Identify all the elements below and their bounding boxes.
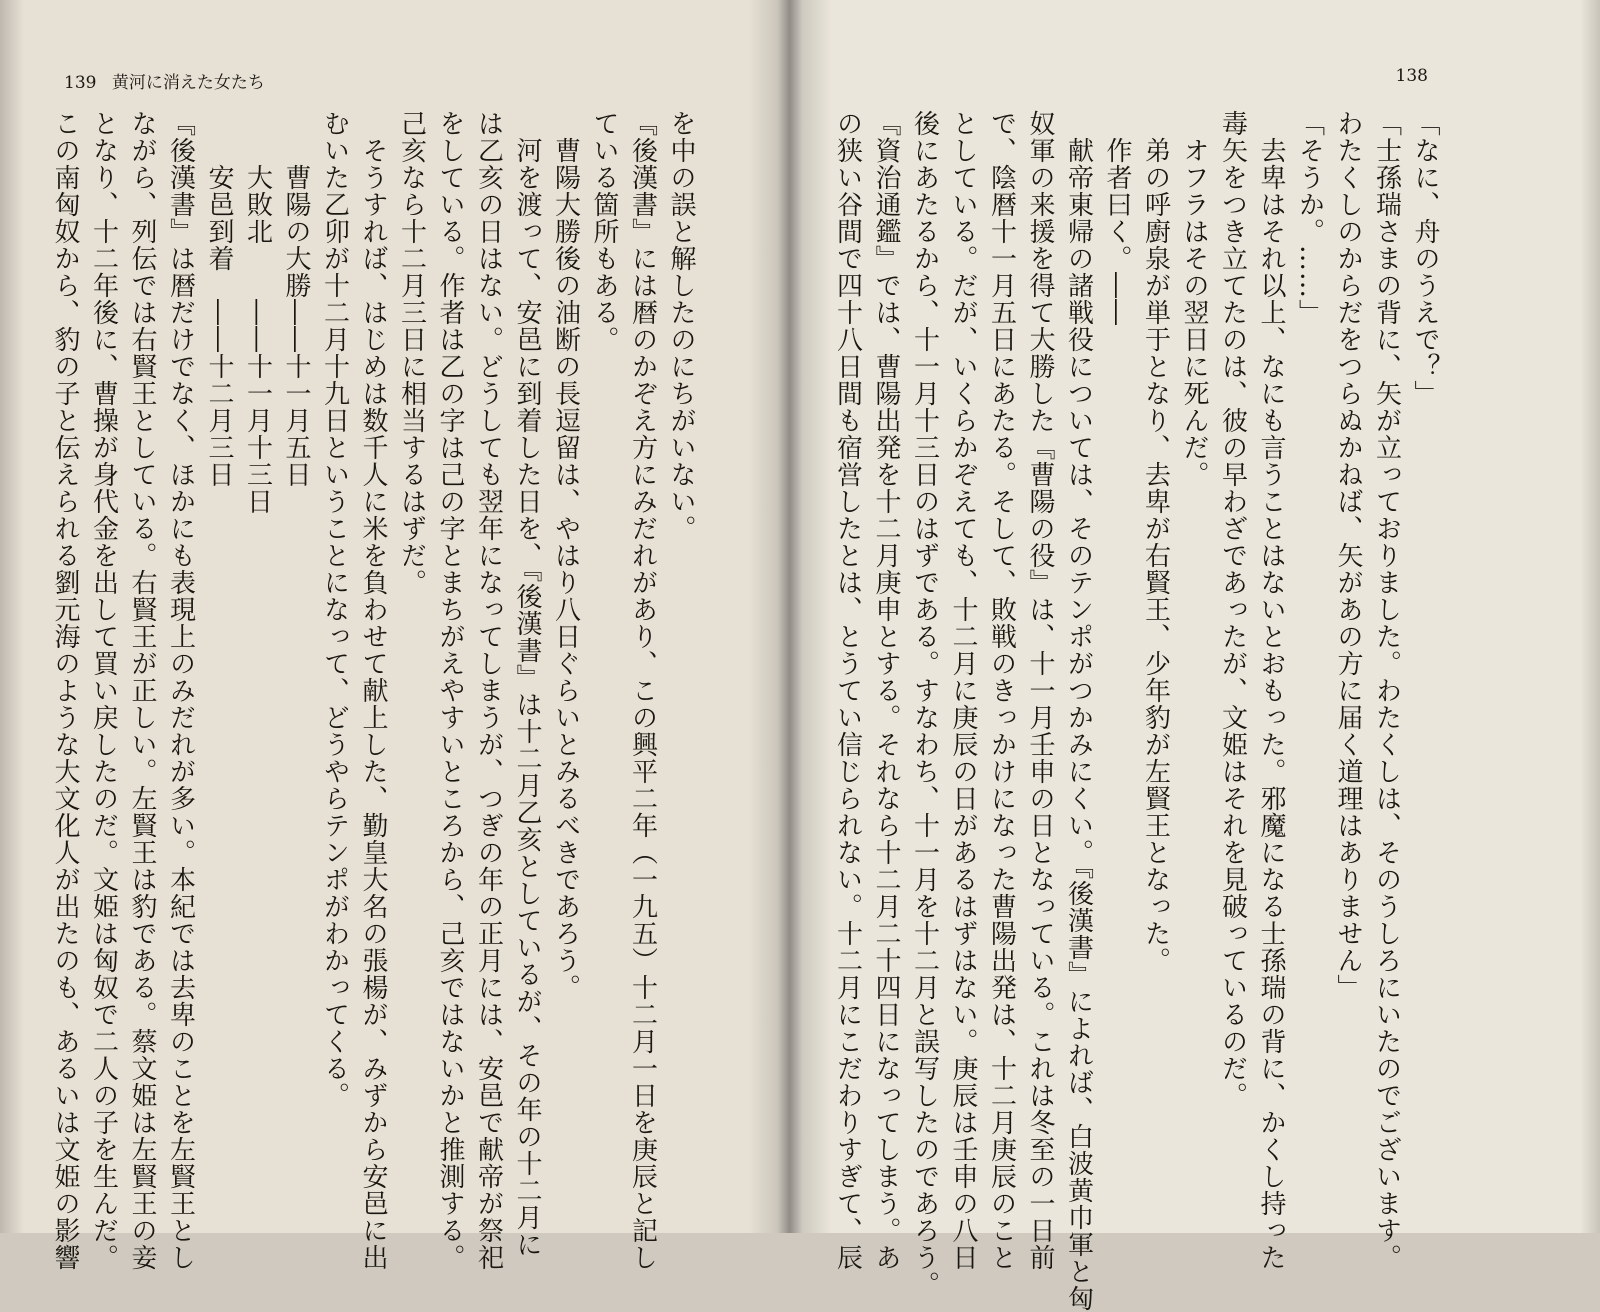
text-line: そうすれば、はじめは数千人に米を負わせて献上した、勤皇大名の張楊が、みずから安邑に出 [358,110,388,1271]
text-line: わたくしのからだをつらぬかねば、矢があの方に届く道理はありません」 [1333,110,1363,1001]
text-line: 『後漢書』は暦だけでなく、ほかにも表現上のみだれが多い。本紀では去卑のことを左賢王とし [165,110,196,1271]
text-line: で、陰暦十一月五日にあたる。そして、敗戦のきっかけになった曹陽出発は、十二月庚辰のこと [986,110,1017,1271]
text-line: むいた乙卯が十二月十九日ということになって、どうやらテンポがわかってくる。 [319,110,350,1109]
left-page-text [50,110,700,1271]
text-line: を中の誤と解したのにちがいない。 [666,110,696,542]
right-page-number: 138 [1395,66,1428,86]
text-line: 『資治通鑑』では、曹陽出発を十二月庚申とする。それなら十二月二十四日になってしまう。あ [871,110,901,1271]
text-line: の狭い谷間で四十八日間も宿営したとは、とうてい信じられない。十二月にこだわりすぎて、辰 [832,110,863,1271]
text-line: 去卑はそれ以上、なにも言うことはないとおもった。邪魔になる士孫瑞の背に、かくし持った [1256,110,1286,1271]
text-line: この南匈奴から、豹の子と伝えられる劉元海のような大文化人が出たのも、あるいは文姫の影響 [50,110,80,1271]
left-page [0,0,790,1271]
text-line: 作者曰く。―― [1102,110,1132,326]
timeline-line: 安邑到着 ――十二月三日 [204,110,234,488]
right-page-text [812,110,1444,1312]
timeline-line: 大敗北 ――十一月十三日 [242,110,273,515]
page-edge-shadow [0,0,24,1233]
left-page-number: 139 [64,73,97,93]
timeline-line: 曹陽の大勝――十一月五日 [281,110,311,488]
text-line: 曹陽大勝後の油断の長逗留は、やはり八日ぐらいとみるべきであろう。 [550,110,581,1001]
text-line: 献帝東帰の諸戦役については、そのテンポがつかみにくい。『後漢書』によれば、白波黄巾軍と匈 [1063,110,1094,1312]
text-line: ている箇所もある。 [589,110,619,353]
text-line: 河を渡って、安邑に到着した日を、『後漢書』は十二月乙亥としているが、その年の十二月に [512,110,542,1258]
text-line: は乙亥の日はない。どうしても翌年になってしまうが、つぎの年の正月には、安邑で献帝が祭祀 [473,110,504,1271]
text-line: となり、十二年後に、曹操が身代金を出して買い戻したのだ。文姫は匈奴で二人の子を生んだ。 [88,110,119,1271]
text-line: をしている。作者は乙の字は己の字とまちがえやすいところから、己亥ではないかと推測する。 [435,110,465,1271]
left-page-header [64,68,265,93]
text-line: 「なに、舟のうえで？」 [1410,110,1440,407]
text-line: 己亥なら十二月三日に相当するはずだ。 [396,110,427,596]
book-gutter [748,0,832,1233]
text-line: 後にあたるから、十一月十三日のはずである。すなわち、十一月を十二月と誤写したのであろう。 [909,110,940,1298]
text-line: 「そうか。……」 [1294,110,1325,326]
text-line: としている。だが、いくらかぞえても、十二月に庚辰の日があるはずはない。庚辰は壬申の八日 [948,110,978,1271]
text-line: 『後漢書』には暦のかぞえ方にみだれがあり、この興平二年（一九五）十二月一日を庚辰と記し [627,110,658,1271]
page-edge-shadow [1580,0,1600,1233]
running-title: 黄河に消えた女たち [111,73,265,93]
text-line: 毒矢をつき立てたのは、彼の早わざであったが、文姫はそれを見破っているのだ。 [1217,110,1248,1109]
text-line: 弟の呼廚泉が単于となり、去卑が右賢王、少年豹が左賢王となった。 [1140,110,1171,974]
text-line: オフラはその翌日に死んだ。 [1179,110,1209,488]
text-line: 「士孫瑞さまの背に、矢が立っておりました。わたくしは、そのうしろにいたのでございます。 [1371,110,1402,1271]
text-line: 奴軍の来援を得て大勝した『曹陽の役』は、十一月壬申の日となっている。これは冬至の一日前 [1025,110,1055,1271]
text-line: ながら、列伝では右賢王としている。右賢王が正しい。左賢王は豹である。蔡文姫は左賢王の妾 [127,110,157,1271]
